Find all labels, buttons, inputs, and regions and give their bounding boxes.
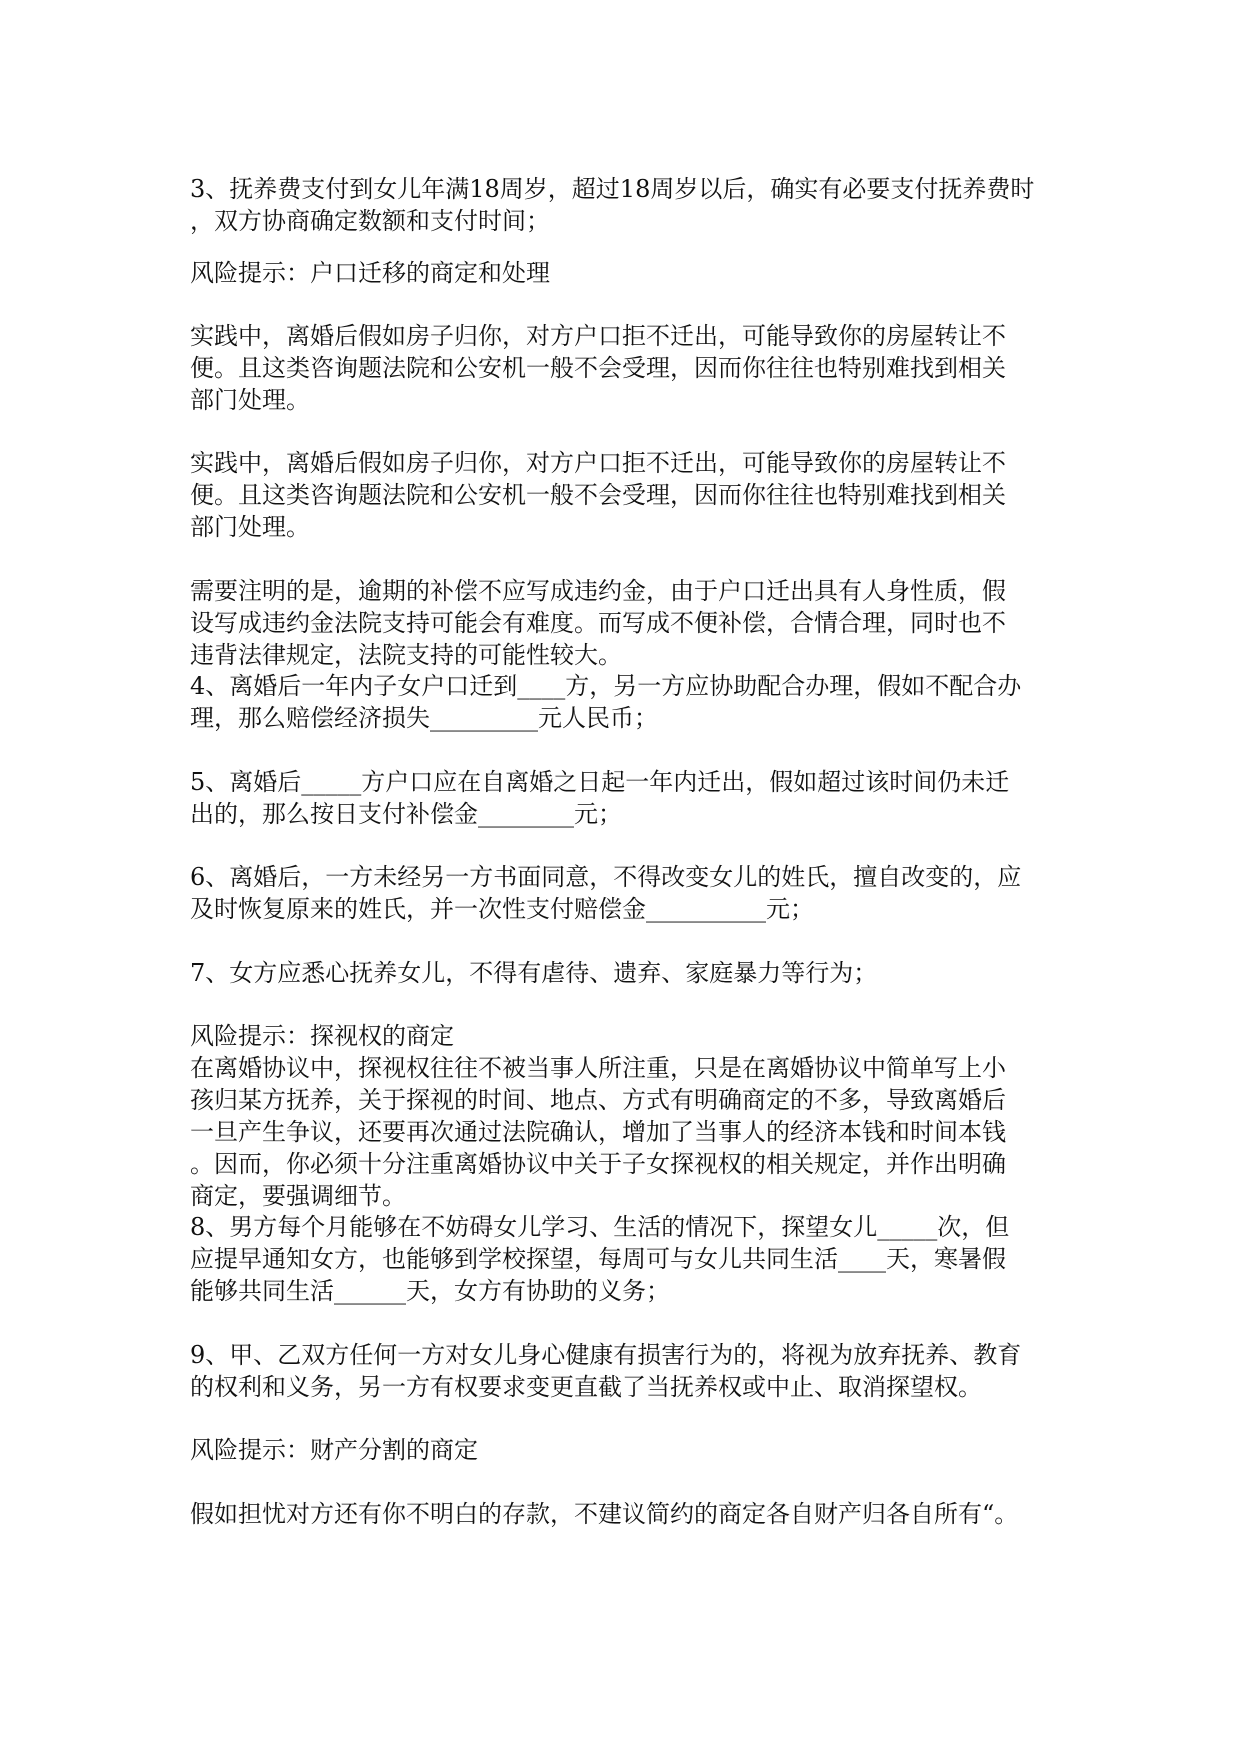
text-line: 设写成违约金法院支持可能会有难度。而写成不便补偿，合情合理，同时也不: [190, 609, 1006, 637]
text-line: 的权利和义务，另一方有权要求变更直截了当抚养权或中止、取消探望权。: [190, 1373, 982, 1401]
section-heading: 风险提示：财产分割的商定: [190, 1436, 478, 1464]
text-line: 便。且这类咨询题法院和公安机一般不会受理，因而你往往也特别难找到相关: [190, 354, 1006, 382]
text-line: 部门处理。: [190, 513, 310, 541]
text-line: 3、抚养费支付到女儿年满18周岁，超过18周岁以后，确实有必要支付抚养费时: [190, 175, 1035, 203]
text-line: 便。且这类咨询题法院和公安机一般不会受理，因而你往往也特别难找到相关: [190, 481, 1006, 509]
text-line: 违背法律规定，法院支持的可能性较大。: [190, 641, 622, 669]
text-line: 及时恢复原来的姓氏，并一次性支付赔偿金__________元；: [190, 895, 814, 923]
text-line: 。因而，你必须十分注重离婚协议中关于子女探视权的相关规定，并作出明确: [190, 1150, 1006, 1178]
text-line: 实践中，离婚后假如房子归你，对方户口拒不迁出，可能导致你的房屋转让不: [190, 322, 1006, 350]
text-line: 商定，要强调细节。: [190, 1182, 406, 1210]
text-line: 9、甲、乙双方任何一方对女儿身心健康有损害行为的，将视为放弃抚养、教育: [190, 1341, 1022, 1369]
text-line: 在离婚协议中，探视权往往不被当事人所注重，只是在离婚协议中简单写上小: [190, 1054, 1006, 1082]
text-line: 能够共同生活______天，女方有协助的义务；: [190, 1277, 670, 1305]
section-heading: 风险提示：户口迁移的商定和处理: [190, 259, 550, 287]
text-line: 部门处理。: [190, 386, 310, 414]
text-line: 出的，那么按日支付补偿金________元；: [190, 800, 622, 828]
text-line: ，双方协商确定数额和支付时间；: [190, 207, 550, 235]
text-line: 应提早通知女方，也能够到学校探望，每周可与女儿共同生活____天，寒暑假: [190, 1245, 1006, 1273]
section-heading: 风险提示：探视权的商定: [190, 1022, 454, 1050]
text-line: 一旦产生争议，还要再次通过法院确认，增加了当事人的经济本钱和时间本钱: [190, 1118, 1006, 1146]
text-line: 5、离婚后_____方户口应在自离婚之日起一年内迁出，假如超过该时间仍未迁: [190, 768, 1010, 796]
text-line: 假如担忧对方还有你不明白的存款，不建议简约的商定各自财产归各自所有“。: [190, 1500, 1019, 1528]
text-line: 8、男方每个月能够在不妨碍女儿学习、生活的情况下，探望女儿_____次，但: [190, 1213, 1010, 1241]
text-line: 需要注明的是，逾期的补偿不应写成违约金，由于户口迁出具有人身性质，假: [190, 577, 1006, 605]
text-line: 孩归某方抚养，关于探视的时间、地点、方式有明确商定的不多，导致离婚后: [190, 1086, 1006, 1114]
text-line: 4、离婚后一年内子女户口迁到____方，另一方应协助配合办理，假如不配合办: [190, 672, 1022, 700]
text-line: 6、离婚后，一方未经另一方书面同意，不得改变女儿的姓氏，擅自改变的，应: [190, 863, 1022, 891]
text-line: 实践中，离婚后假如房子归你，对方户口拒不迁出，可能导致你的房屋转让不: [190, 449, 1006, 477]
text-line: 理，那么赔偿经济损失_________元人民币；: [190, 704, 658, 732]
text-line: 7、女方应悉心抚养女儿，不得有虐待、遗弃、家庭暴力等行为；: [190, 959, 878, 987]
